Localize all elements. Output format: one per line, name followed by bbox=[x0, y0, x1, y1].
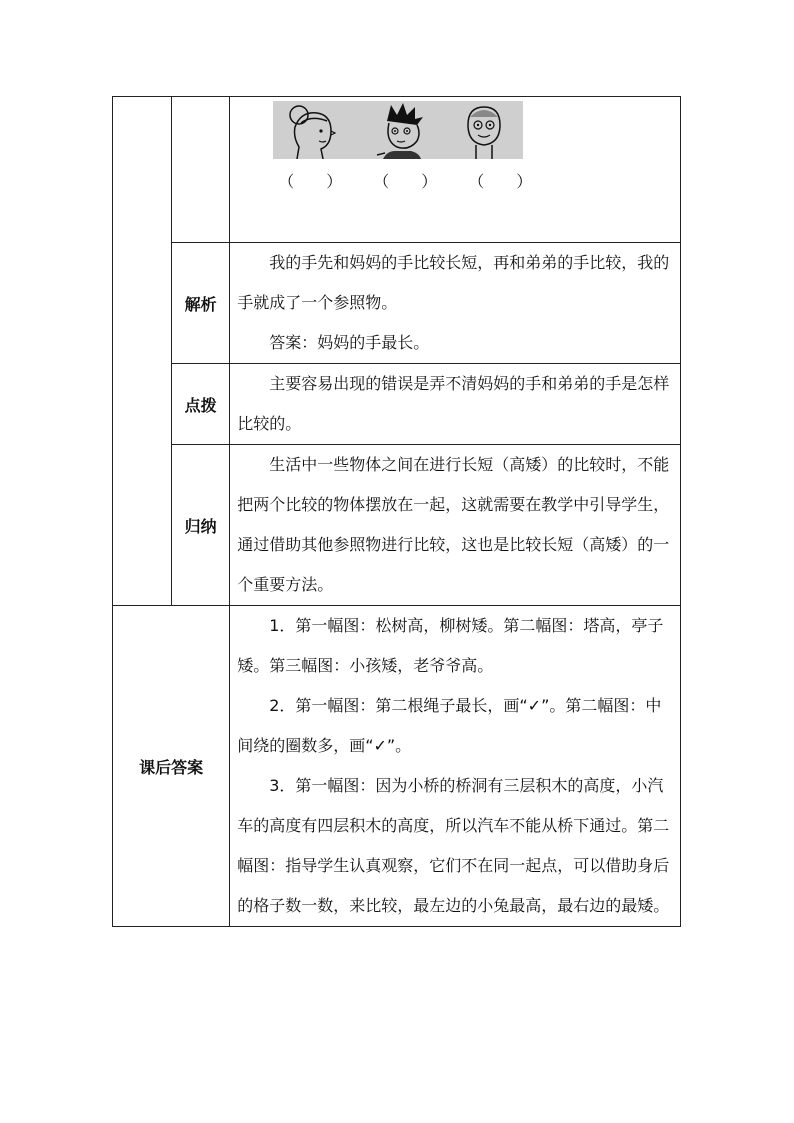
label-dianbo: 点拨 bbox=[172, 364, 230, 445]
answer-blank-3: （ ） bbox=[468, 172, 533, 191]
dianbo-paragraph-1: 主要容易出现的错误是弄不清妈妈的手和弟弟的手是怎样比较的。 bbox=[237, 374, 670, 433]
girl-face-icon bbox=[283, 101, 343, 159]
label-jiexi: 解析 bbox=[172, 243, 230, 364]
answers-paragraph-2: 2．第一幅图：第二根绳子最长，画“✓”。第二幅图：中间绕的圈数多，画“✓”。 bbox=[237, 696, 662, 755]
content-answers bbox=[230, 606, 681, 927]
faces-illustration bbox=[273, 101, 523, 159]
answer-blank-2: （ ） bbox=[373, 172, 438, 191]
boy-face-icon bbox=[373, 101, 433, 159]
content-guina bbox=[230, 445, 681, 606]
answers-paragraph-1: 1．第一幅图：松树高，柳树矮。第二幅图：塔高，亭子矮。第三幅图：小孩矮，老爷爷高。 bbox=[237, 616, 664, 675]
answer-blank-1: （ ） bbox=[278, 172, 343, 191]
content-dianbo bbox=[230, 364, 681, 445]
row-dianbo bbox=[113, 364, 681, 445]
jiexi-paragraph-1: 我的手先和妈妈的手比较长短，再和弟弟的手比较，我的手就成了一个参照物。 bbox=[237, 253, 670, 312]
answer-parentheses-row bbox=[230, 169, 680, 199]
content-table bbox=[112, 96, 681, 927]
answers-paragraph-3: 3．第一幅图：因为小桥的桥洞有三层积木的高度，小汽车的高度有四层积木的高度，所以汽车不能从桥下通过。第二幅图：指导学生认真观察，它们不在同一起点，可以借助身后的格子数一数，来比较，最左边的小兔最高，最右边的最矮。 bbox=[237, 776, 670, 915]
left-merged-cell bbox=[113, 97, 172, 606]
guina-paragraph-1: 生活中一些物体之间在进行长短（高矮）的比较时，不能把两个比较的物体摆放在一起，这就需要在教学中引导学生，通过借助其他参照物进行比较，这也是比较长短（高矮）的一个重要方法。 bbox=[237, 455, 670, 594]
content-jiexi bbox=[230, 243, 681, 364]
row-jiexi bbox=[113, 243, 681, 364]
small-boy-face-icon bbox=[458, 101, 508, 159]
figure-label-cell bbox=[172, 97, 230, 243]
figure-cell bbox=[230, 97, 681, 243]
row-answers bbox=[113, 606, 681, 927]
figure-row bbox=[113, 97, 681, 243]
row-guina bbox=[113, 445, 681, 606]
jiexi-paragraph-2: 答案：妈妈的手最长。 bbox=[269, 333, 430, 352]
label-guina: 归纳 bbox=[172, 445, 230, 606]
label-answers: 课后答案 bbox=[113, 606, 230, 927]
